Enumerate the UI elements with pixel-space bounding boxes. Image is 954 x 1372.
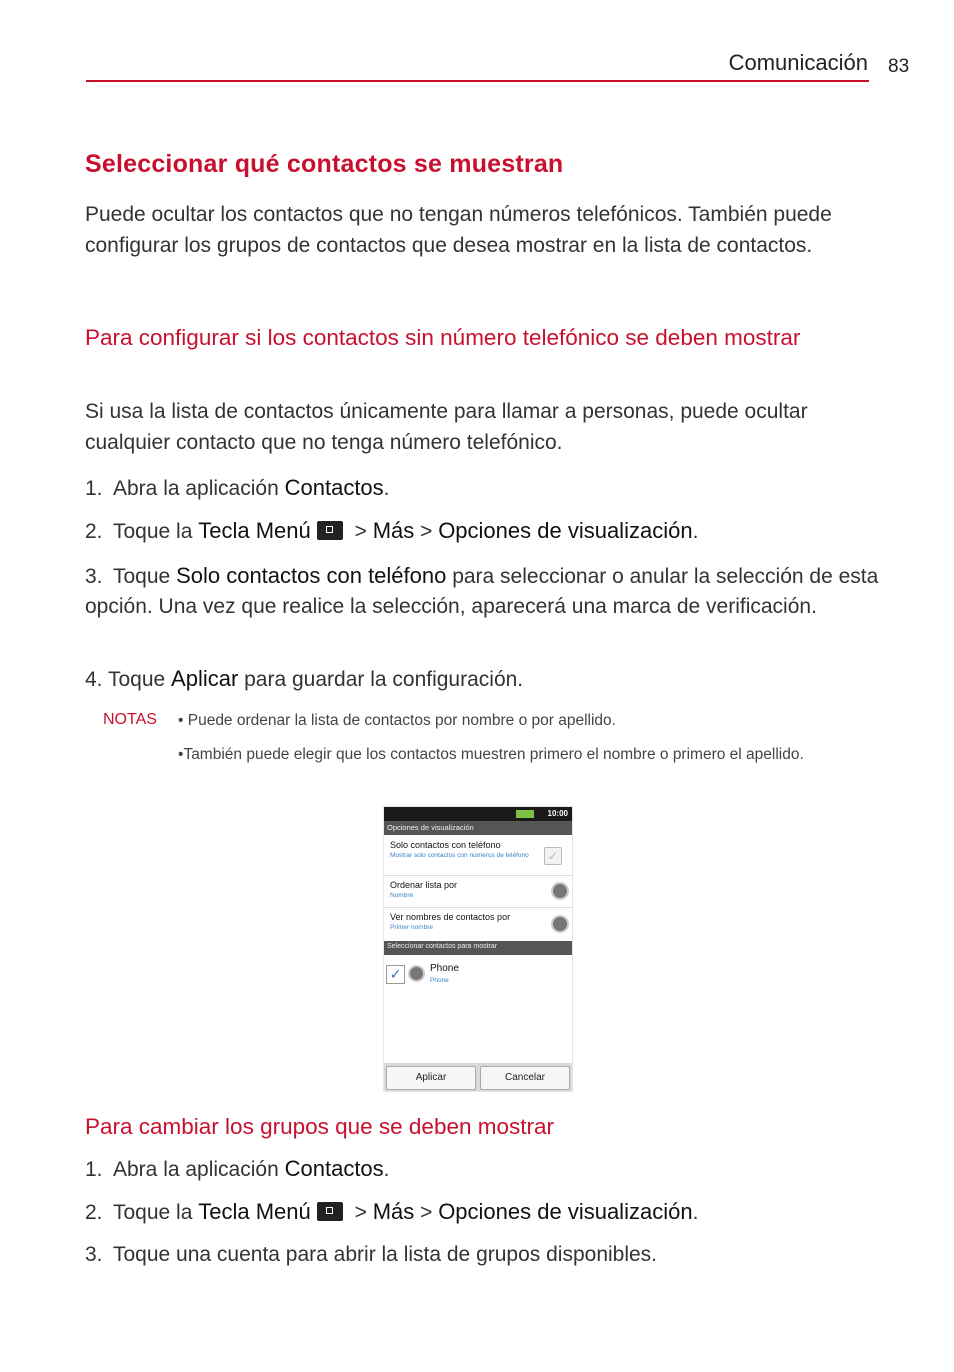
ui-term-opciones: Opciones de visualización (438, 1199, 693, 1224)
step-number: 4. (85, 668, 103, 691)
option-title: Solo contactos con teléfono (390, 840, 501, 850)
step-separator: > (414, 520, 439, 543)
ui-term-contactos: Contactos (284, 1156, 384, 1181)
section2-heading: Para cambiar los grupos que se deben mostrar (85, 1114, 554, 1139)
step-separator: > (414, 1201, 439, 1224)
dropdown-circle-icon (551, 882, 569, 900)
group-title: Phone (430, 963, 459, 974)
apply-button[interactable]: Aplicar (386, 1066, 476, 1090)
step-number: 3. (85, 1243, 103, 1266)
step-number: 2. (85, 520, 103, 543)
note-text: Puede ordenar la lista de contactos por nombre o por apellido. (187, 712, 616, 729)
step-number: 3. (85, 565, 103, 588)
screen-title: Opciones de visualización (387, 823, 474, 832)
section-header-bar (384, 941, 572, 955)
step-separator: > (348, 520, 373, 543)
step-number: 1. (85, 1158, 103, 1181)
intro-paragraph: Puede ocultar los contactos que no tengan números telefónicos. También puede configurar los grupos de contactos que desea mostrar en la lista de contactos. (85, 203, 832, 257)
checkmark-icon: ✓ (386, 965, 405, 984)
step-number: 2. (85, 1201, 103, 1224)
step-text: . (383, 477, 390, 500)
option-title: Ordenar lista por (390, 880, 458, 890)
note-item: •También puede elegir que los contactos muestren primero el nombre o primero el apellido. (178, 746, 804, 763)
section-header: Seleccionar contactos para mostrar (387, 943, 498, 950)
ui-term-tecla-menu: Tecla Menú (198, 518, 311, 543)
step-text: Toque la (113, 1201, 199, 1224)
step-text: Toque (107, 668, 172, 691)
step-text: . (692, 520, 699, 543)
section1-paragraph: Si usa la lista de contactos únicamente para llamar a personas, puede ocultar cualquier contacto que no tenga número telefónico. (85, 400, 808, 454)
signal-icon (516, 810, 534, 818)
option-title: Ver nombres de contactos por (390, 912, 511, 922)
header-rule (86, 80, 869, 82)
button-bar (384, 1063, 572, 1091)
group-subtitle: Phone (430, 977, 449, 984)
step-text: para guardar la configuración. (238, 668, 524, 691)
ui-term-mas: Más (372, 518, 415, 543)
note-text: También puede elegir que los contactos muestren primero el nombre o primero el apellido. (183, 746, 804, 763)
ui-term-contactos: Contactos (284, 475, 384, 500)
option-row-ordenar (384, 875, 572, 908)
phone-screenshot (383, 806, 573, 1092)
section1-step-4 (85, 664, 885, 695)
menu-key-icon (317, 521, 343, 540)
option-row-ver-nombres (384, 907, 572, 942)
ui-term-tecla-menu: Tecla Menú (198, 1199, 311, 1224)
option-subtitle: Mostrar solo contactos con números de teléfono (390, 852, 529, 859)
section2-step-1 (85, 1154, 885, 1185)
section1-step-2 (85, 516, 885, 547)
ui-term-opciones: Opciones de visualización (438, 518, 693, 543)
ui-term-solo-contactos: Solo contactos con teléfono (176, 563, 447, 588)
option-subtitle: Nombre (390, 892, 414, 899)
step-text: para seleccionar o anular la selección de esta opción. Una vez que realice la selección, aparecerá una marca de verificación. (85, 565, 879, 618)
ui-term-mas: Más (372, 1199, 415, 1224)
section1-step-1 (85, 473, 885, 504)
status-time: 10:00 (547, 809, 568, 818)
note-item: • Puede ordenar la lista de contactos por nombre o por apellido. (178, 712, 616, 729)
group-expand-icon (408, 965, 425, 982)
menu-key-icon (317, 1202, 343, 1221)
page-number: 83 (888, 56, 910, 77)
checkbox-icon: ✓ (544, 847, 562, 865)
section1-step-3 (85, 561, 885, 622)
notes-label: NOTAS (103, 711, 157, 728)
section2-step-3 (85, 1240, 885, 1270)
step-text: . (692, 1201, 699, 1224)
option-row-solo-contactos (384, 835, 572, 876)
dropdown-circle-icon (551, 915, 569, 933)
step-text: . (383, 1158, 390, 1181)
cancel-button[interactable]: Cancelar (480, 1066, 570, 1090)
page-title: Seleccionar qué contactos se muestran (85, 150, 564, 178)
option-subtitle: Primer nombre (390, 924, 433, 931)
step-separator: > (348, 1201, 373, 1224)
step-text: Toque una cuenta para abrir la lista de grupos disponibles. (113, 1243, 658, 1266)
section2-step-2 (85, 1197, 885, 1228)
ui-term-aplicar: Aplicar (171, 666, 239, 691)
step-text: Abra la aplicación (113, 1158, 285, 1181)
section1-heading: Para configurar si los contactos sin número telefónico se deben mostrar (85, 325, 801, 350)
step-text: Toque (113, 565, 177, 588)
step-text: Abra la aplicación (113, 477, 285, 500)
header-section-title: Comunicación (728, 50, 868, 75)
step-number: 1. (85, 477, 103, 500)
step-text: Toque la (113, 520, 199, 543)
screen-title-bar (384, 821, 572, 835)
status-bar (384, 807, 572, 821)
